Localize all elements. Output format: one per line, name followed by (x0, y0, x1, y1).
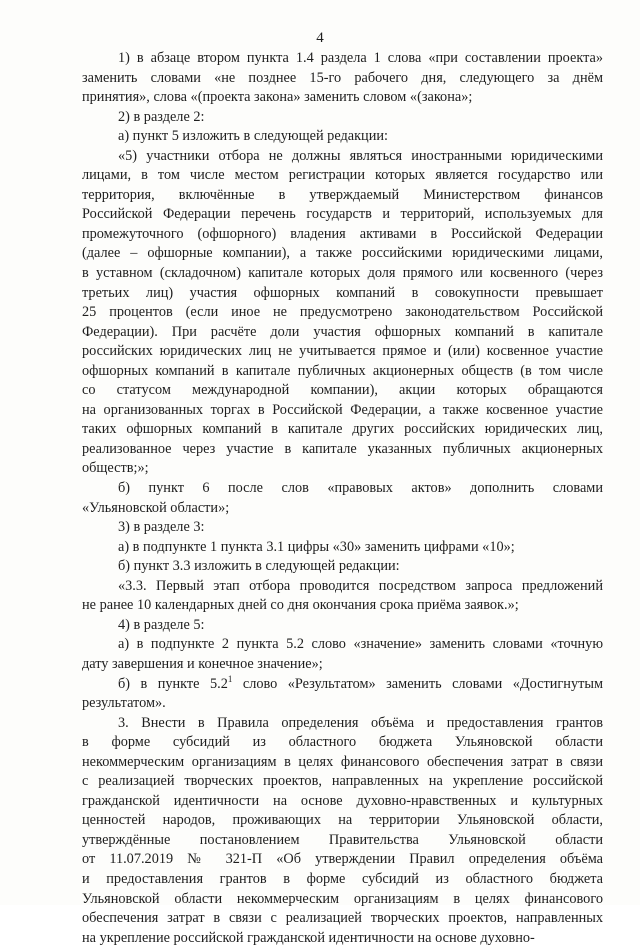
text-line: с реализацией творческих проектов, направленных на укрепление российской (82, 773, 603, 790)
clause-5-text (82, 147, 603, 479)
text-line: заменить словами «не позднее 15-го рабочего дня, следующего за днём (82, 69, 603, 86)
text-line: территория, включённые в утверждаемый Министерством финансов (82, 186, 603, 203)
text-line: в форме субсидий из областного бюджета Ульяновской области (82, 734, 603, 751)
amend-item-3b (82, 557, 603, 577)
amend-item-1 (82, 49, 603, 108)
text-line: на организованных торгах в Российской Федерации, а также косвенное участие (82, 401, 603, 418)
text-line: со статусом международной компании), акции которых обращаются (82, 382, 603, 399)
text-line: в уставном (складочном) капитале которых доля прямого или косвенного (через (82, 265, 603, 282)
amend-item-3 (82, 518, 603, 538)
text-line: гражданской идентичности на основе духовно-нравственных и культурных (82, 792, 603, 809)
text-line: ценностей народов, проживающих на территории Ульяновской области, (82, 812, 603, 829)
text-line: а) в подпункте 2 пункта 5.2 слово «значение» заменить словами «точную (118, 636, 603, 653)
text-line: «Ульяновской области»; (82, 499, 230, 516)
text-line: и предоставления грантов в форме субсидий из областного бюджета (82, 870, 603, 887)
amend-item-4b (82, 675, 603, 714)
text-line: результатом». (82, 695, 166, 712)
text-line: а) пункт 5 изложить в следующей редакции: (118, 128, 388, 145)
text-line: 1) в абзаце втором пункта 1.4 раздела 1 слова «при составлении проекта» (118, 50, 603, 66)
text-line: промежуточного (офшорного) владения активами в Российской Федерации (82, 225, 603, 242)
text-line: утверждённые постановлением Правительства Ульяновской области (82, 831, 603, 848)
text-line: принятия», слова «(проекта закона» заменить словом «(закона»; (82, 89, 473, 106)
text-line: Российской Федерации перечень государств и территорий, используемых для (82, 206, 603, 223)
text-line: обеспечения затрат в связи с реализацией творческих проектов, направленных (82, 910, 603, 927)
text-line: 25 процентов (если иное не предусмотрено законодательством Российской (82, 304, 603, 321)
text-line: третьих лиц) участия офшорных компаний в совокупности превышает (82, 284, 603, 301)
text-line: Федерации). При расчёте доли участия офшорных компаний в капитале (82, 323, 603, 340)
amend-item-3a (82, 538, 603, 558)
amend-item-4 (82, 616, 603, 636)
text-line: российских юридических лиц не учитывается прямое и (или) косвенное участие (82, 343, 603, 360)
section-3-text (82, 714, 603, 948)
text-line: офшорных компаний в капитале публичных акционерных обществ (в том числе (82, 362, 603, 379)
text-line: таких офшорных компаний в капитале других российских юридических лиц, (82, 421, 603, 438)
text-line: 3. Внести в Правила определения объёма и предоставления грантов (118, 714, 603, 731)
document-body (82, 49, 603, 948)
text-line: не ранее 10 календарных дней со дня окончания срока приёма заявок.»; (82, 597, 519, 614)
amend-item-2b (82, 479, 603, 518)
text-line: Ульяновской области некоммерческим организациям в целях финансового (82, 890, 603, 907)
clause-3-3-text (82, 577, 603, 616)
amend-item-2a (82, 127, 603, 147)
amend-item-2 (82, 108, 603, 128)
text-line: 3) в разделе 3: (118, 519, 205, 536)
text-line: 4) в разделе 5: (118, 616, 205, 633)
text-line: (далее – офшорные компании), а также российскими юридическими лицами, (82, 245, 603, 262)
text-line: «5) участники отбора не должны являться иностранными юридическими (118, 147, 603, 164)
text-line: на укрепление российской гражданской идентичности на основе духовно- (82, 929, 535, 946)
text-line: б) в пункте $5.2^1$ слово «Результатом» заменить словами «Достигнутым (118, 673, 603, 692)
text-line: б) пункт 3.3 изложить в следующей редакции: (118, 558, 400, 575)
text-line: «3.3. Первый этап отбора проводится посредством запроса предложений (118, 577, 603, 594)
text-line: некоммерческим организациям в целях финансового обеспечения затрат в связи (82, 753, 603, 770)
text-line: б) пункт 6 после слов «правовых актов» дополнить словами (118, 480, 603, 497)
amend-item-4a (82, 635, 603, 674)
text-line: обществ;»; (82, 460, 149, 477)
text-line: 2) в разделе 2: (118, 108, 205, 125)
text-line: лицами, в том числе местом регистрации которых является государство или (82, 167, 603, 184)
text-line: реализованное через участие в капитале указанных публичных акционерных (82, 440, 603, 457)
superscript: 1 (227, 673, 233, 684)
text-line: дату завершения и конечное значение»; (82, 655, 323, 672)
text-line: от 11.07.2019 № 321-П «Об утверждении Правил определения объёма (82, 851, 603, 868)
page-number: 4 (316, 30, 324, 46)
text-line: а) в подпункте 1 пункта 3.1 цифры «30» заменить цифрами «10»; (118, 538, 515, 555)
